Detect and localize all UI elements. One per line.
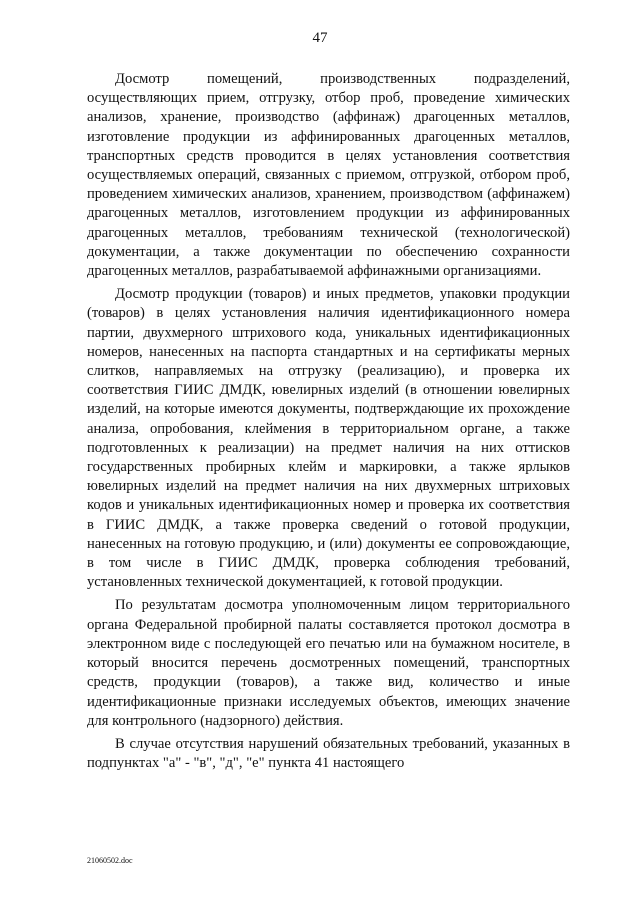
paragraph-3: По результатам досмотра уполномоченным лицом территориального органа Федеральной пробирной палаты составляется протокол досмотра в электронном виде с последующей его печатью или на бумажном носителе, в который вносится перечень досмотренных помещений, транспортных средств, продукции (товаров), а также вид, количество и иные идентификационные признаки исследуемых объектов, имеющих значение для контрольного (надзорного) действия.: [87, 597, 570, 729]
page-number: 47: [312, 30, 328, 46]
paragraph-2: Досмотр продукции (товаров) и иных предметов, упаковки продукции (товаров) в целях установления наличия идентификационного номера партии, двухмерного штрихового кода, уникальных идентификационных номеров, нанесенных на паспорта стандартных и на сертификаты мерных слитков, направляемых на отгрузку (реализацию), и проверка их соответствия ГИИС ДМДК, ювелирных изделий (в отношении ювелирных изделий, на которые имеются документы, подтверждающие их прохождение анализа, опробования, клеймения в территориальном органе, а также подготовленных к реализации) на предмет наличия на них оттисков государственных пробирных клейм и маркировки, а также ярлыков ювелирных изделий на предмет наличия на них двухмерных штриховых кодов и уникальных идентификационных номер и проверка их соответствия в ГИИС ДМДК, а также проверка сведений о готовой продукции, нанесенных на готовую продукцию, и (или) документы ее сопровождающие, в том числе в ГИИС ДМДК, проверка соблюдения требований, установленных технической документацией, к готовой продукции.: [87, 286, 570, 591]
paragraph-1: Досмотр помещений, производственных подразделений, осуществляющих прием, отгрузку, отбор проб, проведение химических анализов, хранение, производство (аффинаж) драгоценных металлов, изготовление продукции из аффинированных драгоценных металлов, транспортных средств проводится в целях установления соответствия осуществляемых операций, связанных с приемом, отгрузкой, отбором проб, проведением химических анализов, хранением, производством (аффинажем) драгоценных металлов, изготовлением продукции из аффинированных драгоценных металлов, требованиям технической (технологической) документации, а также документации по обеспечению сохранности драгоценных металлов, разрабатываемой аффинажными организациями.: [87, 71, 570, 280]
document-body: [87, 70, 570, 777]
footer-filename: 21060502.doc: [87, 856, 133, 865]
paragraph-4: В случае отсутствия нарушений обязательных требований, указанных в подпунктах "а" - "в", "д", "е" пункта 41 настоящего: [87, 735, 570, 772]
